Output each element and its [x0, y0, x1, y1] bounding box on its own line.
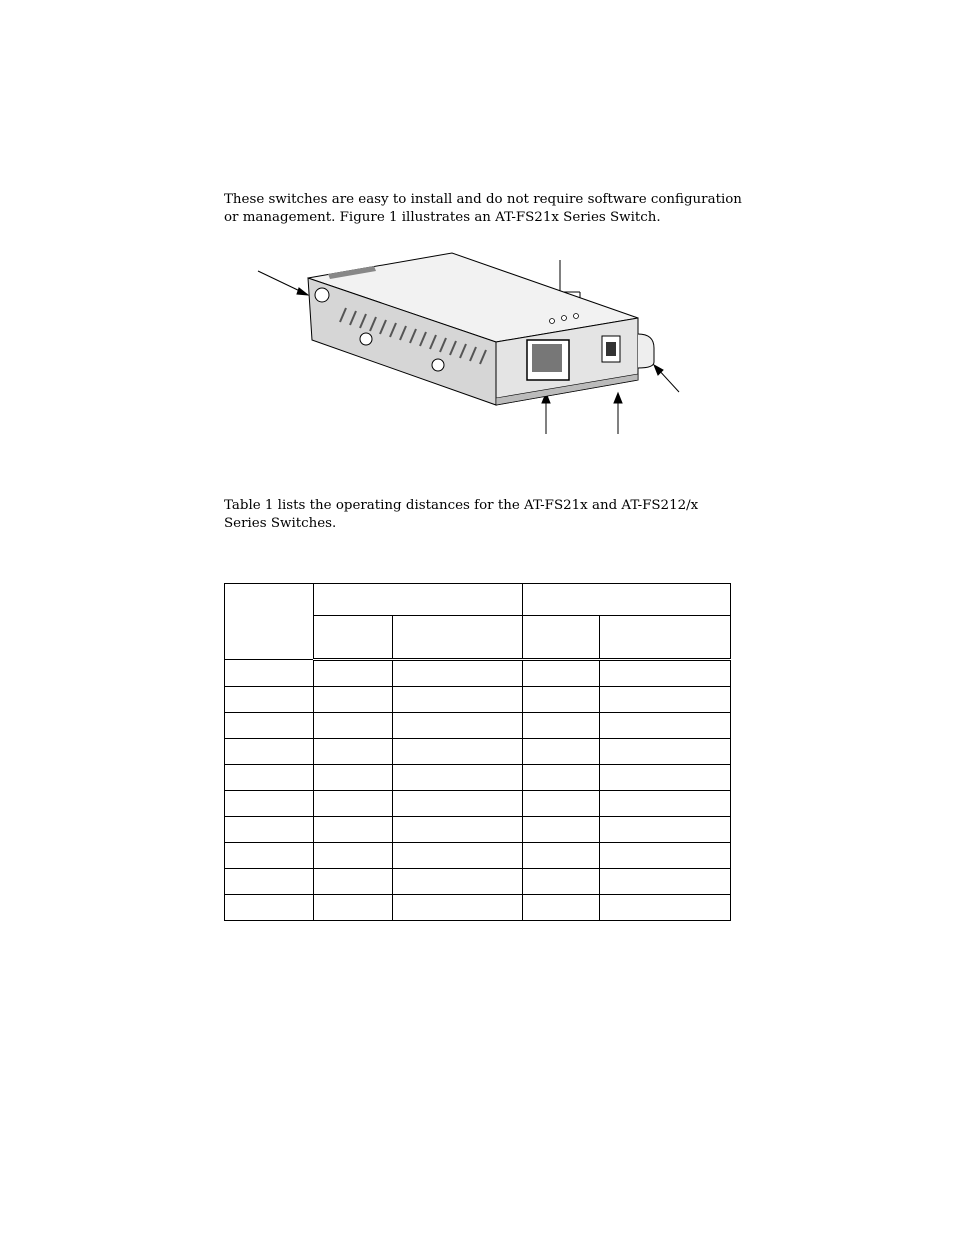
table-cell: [225, 843, 314, 869]
table-cell: [600, 895, 731, 921]
table-cell: [600, 791, 731, 817]
table-row: [225, 869, 731, 895]
table-header-row: [225, 584, 731, 616]
table-cell: [393, 765, 523, 791]
table-cell: [225, 687, 314, 713]
switch-figure: [224, 250, 744, 450]
table-header-cell: [314, 584, 523, 616]
table-header-cell: [600, 616, 731, 660]
operating-distances-table: [224, 583, 731, 921]
table-cell: [393, 895, 523, 921]
table-cell: [225, 713, 314, 739]
table-header-cell: [393, 616, 523, 660]
table-header-cell: [523, 584, 731, 616]
table-cell: [225, 660, 314, 687]
table-cell: [600, 817, 731, 843]
table-cell: [600, 660, 731, 687]
table-cell: [314, 817, 393, 843]
table-cell: [225, 817, 314, 843]
table-cell: [523, 660, 600, 687]
table-row: [225, 895, 731, 921]
table-cell: [314, 791, 393, 817]
table-cell: [523, 843, 600, 869]
table-cell: [393, 713, 523, 739]
table-row: [225, 791, 731, 817]
table-row: [225, 765, 731, 791]
table-row: [225, 739, 731, 765]
table-cell: [523, 791, 600, 817]
table-cell: [314, 660, 393, 687]
table-cell: [225, 739, 314, 765]
table-cell: [523, 765, 600, 791]
table-header-cell: [314, 616, 393, 660]
table-cell: [523, 687, 600, 713]
table-cell: [314, 739, 393, 765]
table-cell: [314, 869, 393, 895]
table-row: [225, 687, 731, 713]
table-cell: [600, 869, 731, 895]
table-header-cell: [225, 584, 314, 660]
table-cell: [225, 765, 314, 791]
table-cell: [314, 895, 393, 921]
table-cell: [225, 895, 314, 921]
table-cell: [393, 791, 523, 817]
table-cell: [314, 713, 393, 739]
table-intro-paragraph: Table 1 lists the operating distances for the AT-FS21x and AT-FS212/x Series Switches.: [224, 498, 699, 531]
table-cell: [314, 765, 393, 791]
table-cell: [393, 869, 523, 895]
table-cell: [523, 739, 600, 765]
switch-illustration-icon: [224, 250, 744, 450]
table-row: [225, 817, 731, 843]
table-cell: [600, 765, 731, 791]
table-cell: [314, 687, 393, 713]
table-row: [225, 660, 731, 687]
table-cell: [523, 869, 600, 895]
table-cell: [393, 660, 523, 687]
table-cell: [600, 687, 731, 713]
table-cell: [393, 739, 523, 765]
table-cell: [523, 817, 600, 843]
table-cell: [314, 843, 393, 869]
table-cell: [225, 791, 314, 817]
table-cell: [523, 713, 600, 739]
table-cell: [393, 843, 523, 869]
table-cell: [600, 739, 731, 765]
table-row: [225, 713, 731, 739]
table-cell: [225, 869, 314, 895]
table-cell: [600, 843, 731, 869]
table-cell: [393, 817, 523, 843]
table-row: [225, 843, 731, 869]
table-cell: [600, 713, 731, 739]
table-header-cell: [523, 616, 600, 660]
intro-paragraph: These switches are easy to install and do not require software configuration or management. Figure 1 illustrates an AT-FS21x Series Switch.: [224, 192, 742, 225]
table-cell: [523, 895, 600, 921]
table-cell: [393, 687, 523, 713]
